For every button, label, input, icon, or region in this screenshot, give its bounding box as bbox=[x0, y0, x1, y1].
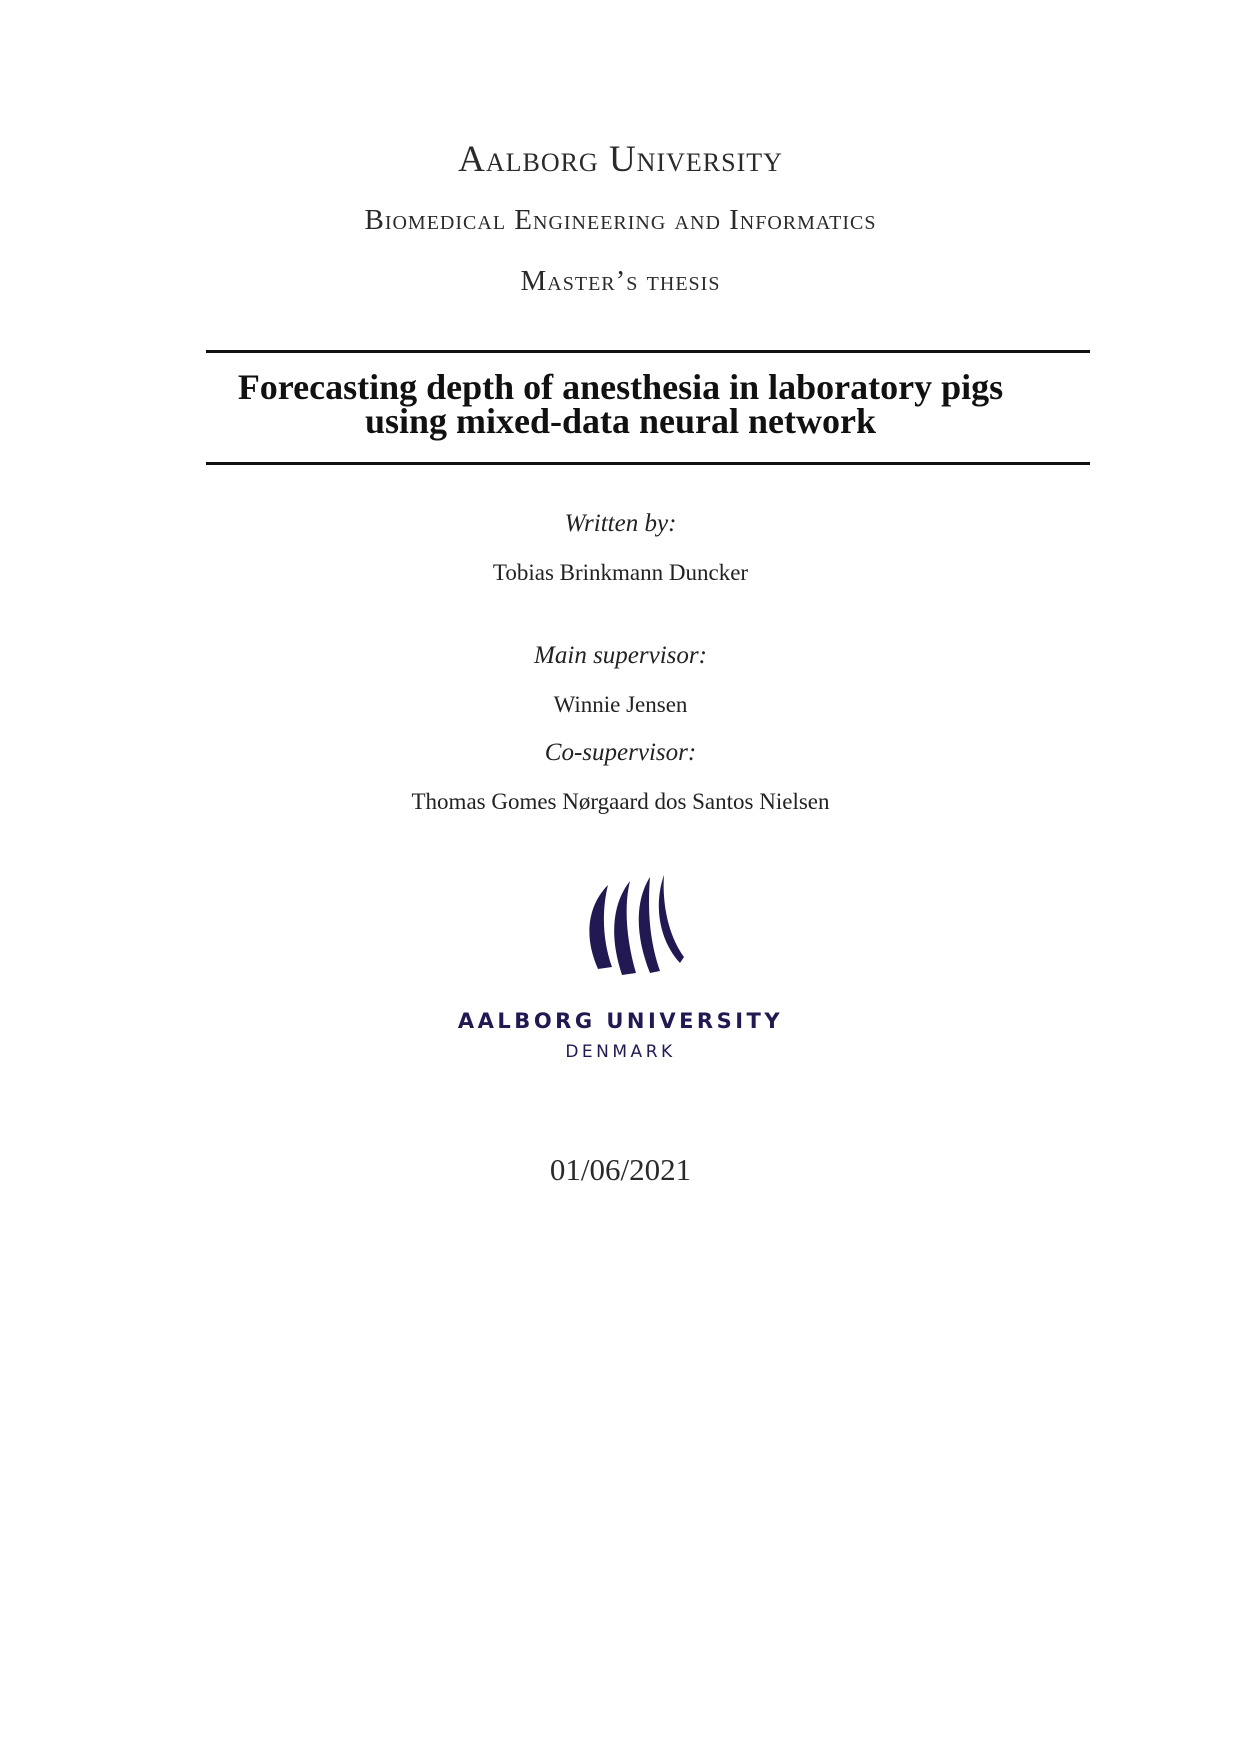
co-supervisor-name: Thomas Gomes Nørgaard dos Santos Nielsen bbox=[411, 789, 830, 814]
title-top-rule bbox=[206, 350, 1090, 353]
title-bottom-rule bbox=[206, 462, 1090, 465]
main-supervisor-label: Main supervisor: bbox=[534, 642, 707, 669]
thesis-title-line-1: Forecasting depth of anesthesia in laboratory pigs bbox=[237, 367, 1004, 407]
thesis-title bbox=[0, 367, 1241, 441]
aalborg-university-logo-icon bbox=[578, 873, 688, 983]
thesis-title-line-2: using mixed-data neural network bbox=[364, 401, 877, 441]
co-supervisor-label: Co-supervisor: bbox=[544, 739, 697, 766]
logo-country: DENMARK bbox=[565, 1042, 676, 1062]
written-by-label: Written by: bbox=[564, 510, 677, 537]
logo-wordmark: AALBORG UNIVERSITY bbox=[457, 1009, 784, 1033]
department-name: Biomedical Engineering and Informatics bbox=[364, 204, 877, 236]
author-name: Tobias Brinkmann Duncker bbox=[492, 560, 749, 585]
thesis-type: Master’s thesis bbox=[520, 265, 721, 297]
main-supervisor-name: Winnie Jensen bbox=[553, 692, 688, 717]
university-name: Aalborg University bbox=[458, 139, 783, 180]
submission-date: 01/06/2021 bbox=[549, 1152, 692, 1187]
